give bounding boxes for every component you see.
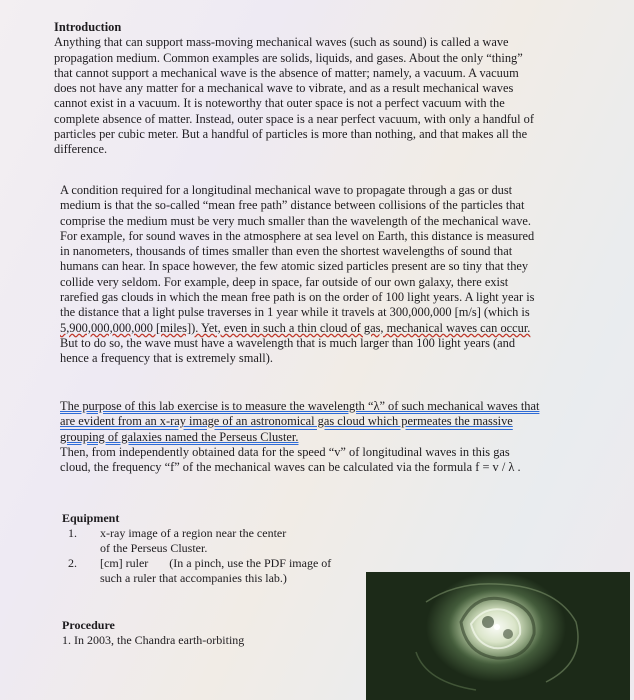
equipment-item [62, 556, 362, 586]
purpose-line: The purpose of this lab exercise is to measure the wavelength “λ” of such mechanical waves that [60, 399, 540, 413]
condition-line: For example, for sound waves in the atmosphere at sea level on Earth, this distance is measured [60, 228, 535, 243]
intro-line: that cannot support a mechanical wave is the absence of matter; namely, a vacuum. A vacuum [54, 65, 519, 80]
introduction-section [54, 20, 614, 158]
intro-line: cannot exist in a vacuum. It is noteworthy that outer space is not a perfect vacuum with the [54, 96, 505, 111]
equipment-item-number: 2. [68, 556, 77, 570]
purpose-line: cloud, the frequency “f” of the mechanical waves can be calculated via the formula f = v / λ . [60, 460, 521, 475]
intro-line: does not have any matter for a mechanical wave to vibrate, and as a result mechanical waves [54, 81, 514, 96]
introduction-heading: Introduction [54, 20, 122, 34]
condition-line: in nanometers, thousands of times smaller than even the shortest wavelengths of sound that [60, 244, 513, 259]
equipment-section [62, 511, 362, 586]
equipment-item-line: of the Perseus Cluster. [100, 541, 208, 555]
equipment-item [62, 526, 362, 556]
intro-line: complete absence of matter. Instead, outer space is a near perfect vacuum, with only a handful of [54, 111, 534, 126]
procedure-line: 1. In 2003, the Chandra earth-orbiting [62, 633, 245, 647]
intro-line: difference. [54, 142, 108, 157]
equipment-item-line: such a ruler that accompanies this lab.) [100, 571, 287, 585]
condition-line: But to do so, the wave must have a wavelength that is much larger than 100 light years (and [60, 335, 516, 350]
perseus-cluster-xray-image [366, 572, 630, 700]
purpose-line: Then, from independently obtained data for the speed “v” of longitudinal waves in this gas [60, 444, 510, 459]
xray-image-graphic [366, 572, 630, 700]
equipment-item-number: 1. [68, 526, 77, 540]
purpose-line: grouping of galaxies named the Perseus Cluster. [60, 429, 299, 444]
intro-line: particles per cubic meter. But a handful of particles is more than nothing, and that makes all the [54, 127, 528, 142]
equipment-heading: Equipment [62, 511, 120, 525]
procedure-section [62, 618, 362, 648]
condition-line: the distance that a light pulse traverses in 1 year while it travels at 300,000,000 [m/s] (which is [60, 305, 530, 320]
condition-line: 5,900,000,000,000 [miles]). Yet, even in such a thin cloud of gas, mechanical waves can occur. [60, 320, 531, 335]
condition-line: collide very seldom. For example, deep in space, far outside of our own galaxy, there exist [60, 274, 509, 289]
condition-line: A condition required for a longitudinal mechanical wave to propagate through a gas or dust [60, 183, 513, 197]
condition-line: humans can hear. In space however, the few atomic sized particles present are so tiny that they [60, 259, 529, 274]
intro-line: Anything that can support mass-moving mechanical waves (such as sound) is called a wave [54, 35, 509, 50]
purpose-line: are evident from an x-ray image of an astronomical gas cloud which permeates the massive [60, 414, 513, 429]
condition-line: comprise the medium must be very much smaller than the wavelength of the mechanical wave. [60, 213, 532, 228]
condition-paragraph [60, 183, 620, 367]
condition-line: medium is that the so-called “mean free path” distance between collisions of the particles that [60, 198, 525, 213]
procedure-heading: Procedure [62, 618, 115, 632]
equipment-item-line: x-ray image of a region near the center [100, 526, 287, 540]
condition-line: hence a frequency that is extremely small). [60, 351, 273, 366]
equipment-item-line: [cm] ruler (In a pinch, use the PDF image of [100, 556, 332, 570]
intro-line: propagation medium. Common examples are solids, liquids, and gases. About the only “thing” [54, 50, 523, 65]
purpose-paragraph [60, 399, 620, 475]
condition-line: rarefied gas clouds in which the mean free path is on the order of 100 light years. A light year is [60, 290, 535, 305]
